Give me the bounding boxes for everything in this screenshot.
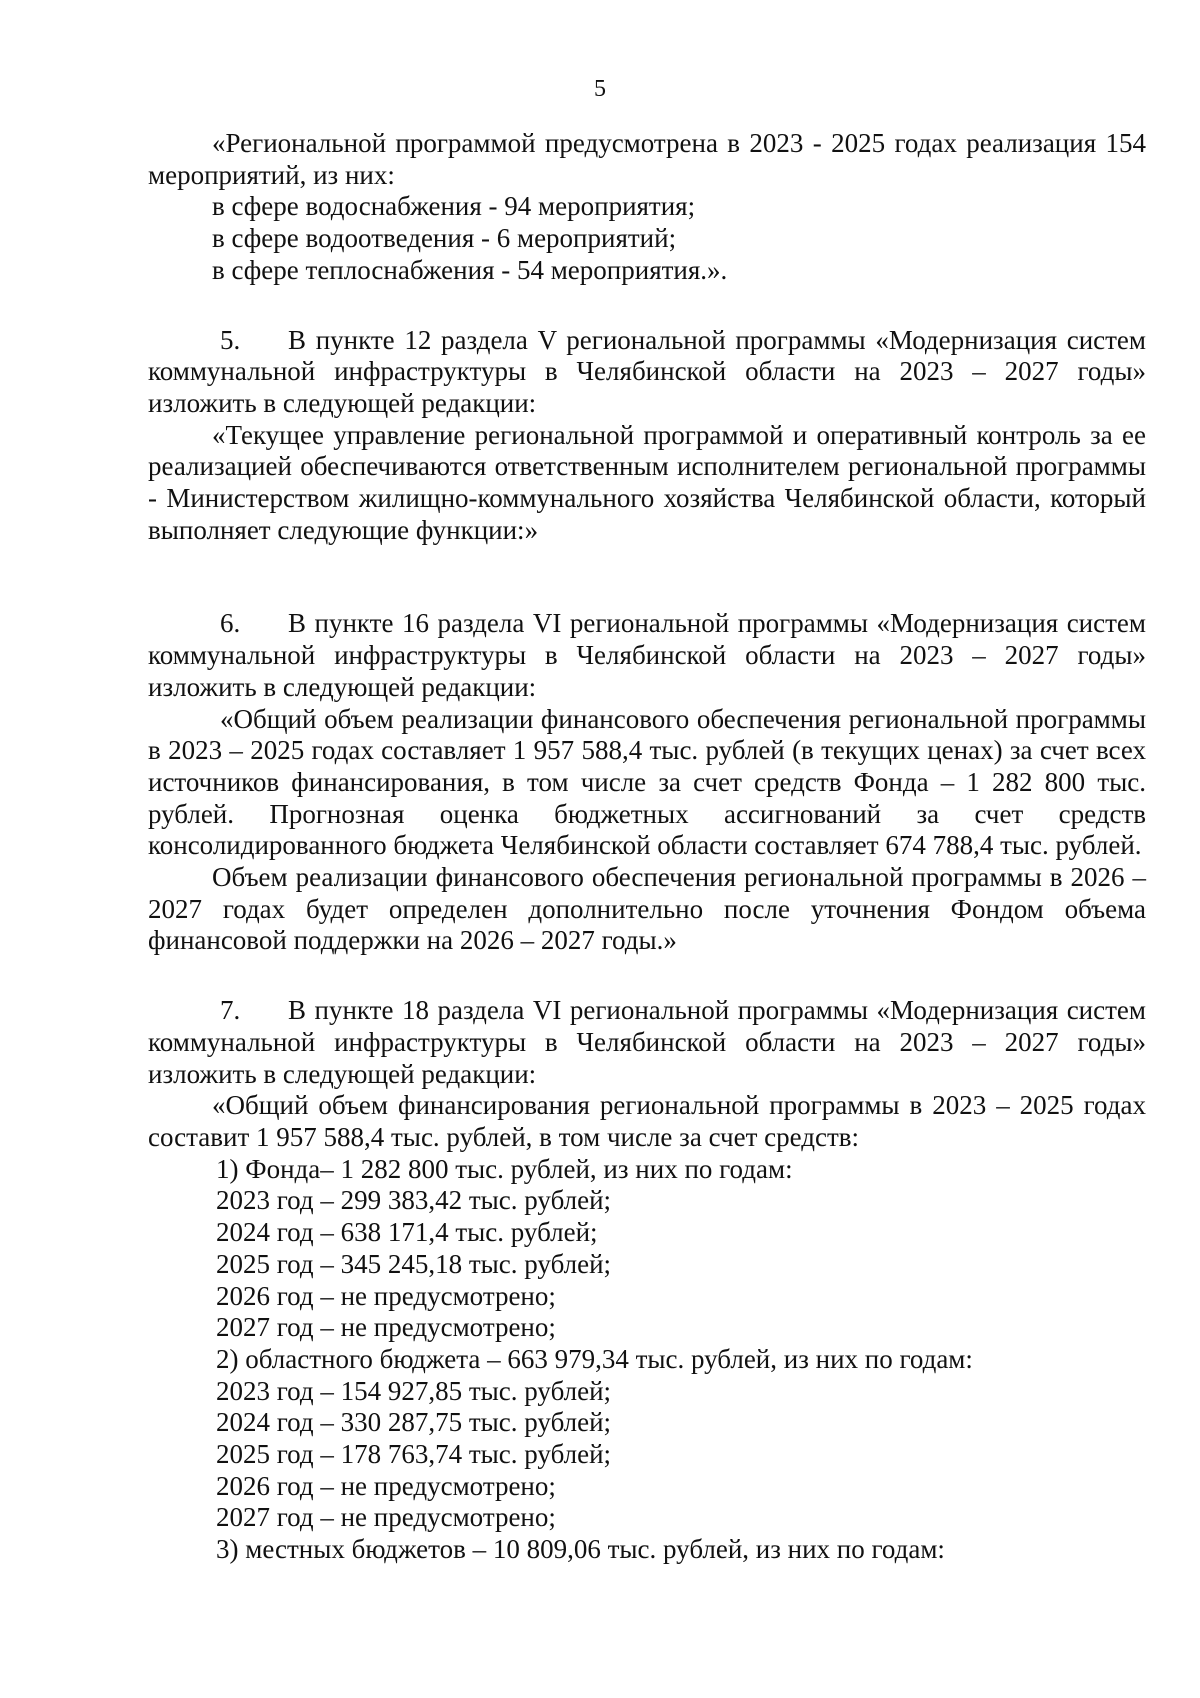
- document-body: [148, 128, 1146, 1566]
- item7-text: В пункте 18 раздела VI региональной программы «Модернизация систем коммунальной инфраструктуры в Челябинской области на 2023 – 2027 годы» изложить в следующей редакции:: [148, 995, 1146, 1089]
- item7-fund-line: 1) Фонда– 1 282 800 тыс. рублей, из них по годам:: [216, 1153, 793, 1184]
- item6-number: 6.: [220, 608, 241, 639]
- item6-quote-1: «Общий объем реализации финансового обеспечения региональной программы в 2023 – 2025 годах составляет 1 957 588,4 тыс. рублей (в текущих ценах) за счет всех источников финансирования, в том числе за счет средств Фонда – 1 282 800 тыс. рублей. Прогнозная оценка бюджетных ассигнований за счет средств консолидированного бюджета Челябинской области составляет 674 788,4 тыс. рублей.: [148, 703, 1146, 861]
- item7-regional-2024: 2024 год – 330 287,75 тыс. рублей;: [216, 1407, 612, 1438]
- item6-text: В пункте 16 раздела VI региональной программы «Модернизация систем коммунальной инфраструктуры в Челябинской области на 2023 – 2027 годы» изложить в следующей редакции:: [148, 608, 1146, 702]
- item7-regional-2027: 2027 год – не предусмотрено;: [216, 1502, 556, 1533]
- item5-text: В пункте 12 раздела V региональной программы «Модернизация систем коммунальной инфраструктуры в Челябинской области на 2023 – 2027 годы» изложить в следующей редакции:: [148, 324, 1146, 418]
- page-number: 5: [594, 76, 606, 102]
- item5-paragraph: [148, 325, 1146, 420]
- block1-intro: «Региональной программой предусмотрена в 2023 - 2025 годах реализация 154 мероприятий, из них:: [148, 128, 1146, 190]
- item7-regional-2025: 2025 год – 178 763,74 тыс. рублей;: [216, 1439, 612, 1470]
- block1-line-sewage: в сфере водоотведения - 6 мероприятий;: [212, 223, 677, 254]
- item7-fund-2025: 2025 год – 345 245,18 тыс. рублей;: [216, 1248, 612, 1279]
- spacer: [148, 957, 1146, 995]
- spacer: [148, 287, 1146, 325]
- item7-fund-2023: 2023 год – 299 383,42 тыс. рублей;: [216, 1185, 612, 1216]
- item7-regional-line: 2) областного бюджета – 663 979,34 тыс. рублей, из них по годам:: [216, 1343, 973, 1374]
- item7-quote: «Общий объем финансирования региональной программы в 2023 – 2025 годах составит 1 957 588,4 тыс. рублей, в том числе за счет средств:: [148, 1090, 1146, 1152]
- item7-paragraph: [148, 995, 1146, 1090]
- item6-paragraph: [148, 608, 1146, 703]
- item5-quote: «Текущее управление региональной программой и оперативный контроль за ее реализацией обеспечиваются ответственным исполнителем региональной программы - Министерством жилищно-коммунального хозяйства Челябинской области, который выполняет следующие функции:»: [148, 419, 1146, 545]
- item7-fund-2027: 2027 год – не предусмотрено;: [216, 1312, 556, 1343]
- spacer: [148, 546, 1146, 608]
- item7-number: 7.: [220, 995, 241, 1026]
- block1-line-heat: в сфере теплоснабжения - 54 мероприятия.».: [212, 254, 728, 285]
- item7-fund-2026: 2026 год – не предусмотрено;: [216, 1280, 556, 1311]
- item7-regional-2023: 2023 год – 154 927,85 тыс. рублей;: [216, 1375, 612, 1406]
- item6-quote-2: Объем реализации финансового обеспечения региональной программы в 2026 – 2027 годах будет определен дополнительно после уточнения Фондом объема финансовой поддержки на 2026 – 2027 годы.»: [148, 862, 1146, 956]
- item7-fund-2024: 2024 год – 638 171,4 тыс. рублей;: [216, 1217, 598, 1248]
- item7-local-line: 3) местных бюджетов – 10 809,06 тыс. рублей, из них по годам:: [216, 1534, 945, 1565]
- item7-regional-2026: 2026 год – не предусмотрено;: [216, 1470, 556, 1501]
- item5-number: 5.: [220, 324, 241, 355]
- block1-line-water: в сфере водоснабжения - 94 мероприятия;: [212, 191, 696, 222]
